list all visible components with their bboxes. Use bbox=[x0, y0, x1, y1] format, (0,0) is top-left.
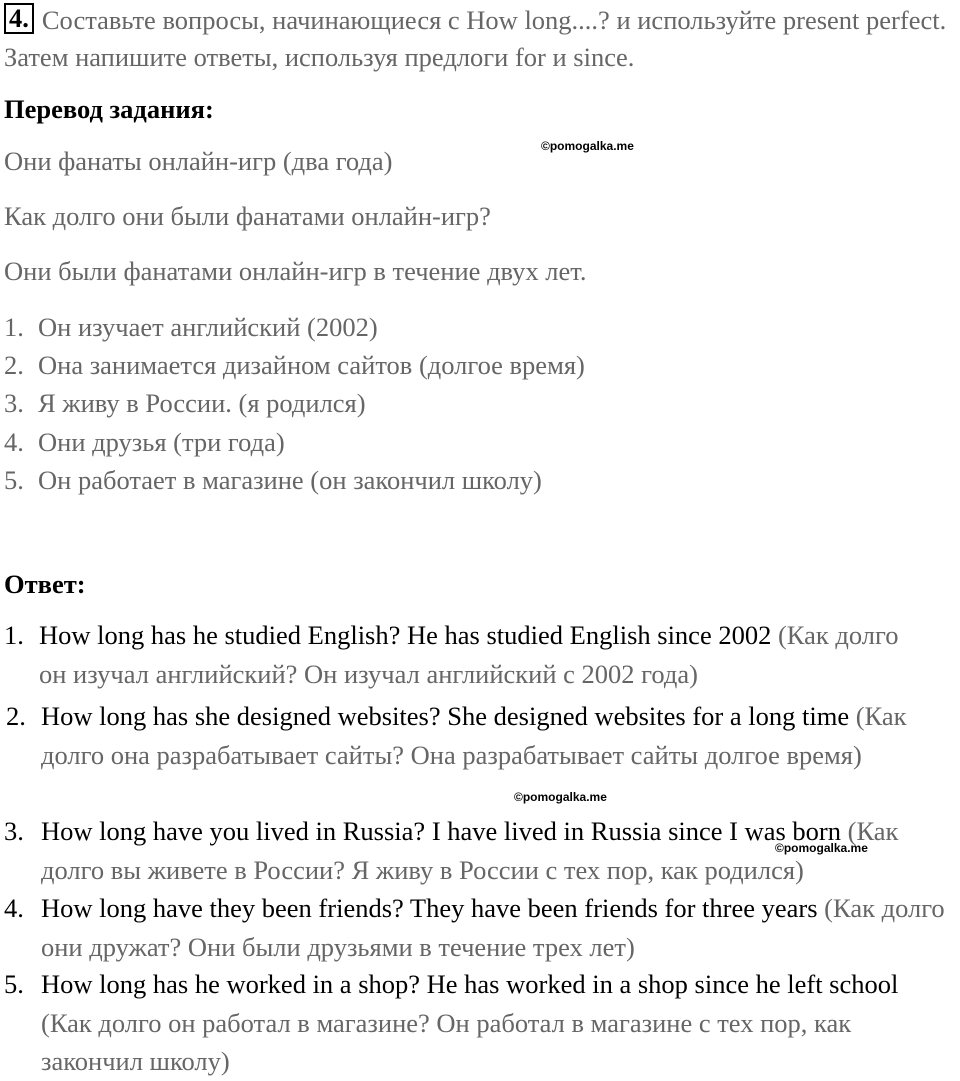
list-item bbox=[4, 423, 585, 461]
answer-item bbox=[6, 697, 936, 774]
answer-russian: (Как долго он изучал английский? Он изучал английский с 2002 года) bbox=[39, 620, 899, 689]
translation-heading: Перевод задания: bbox=[4, 94, 214, 124]
answer-english: How long has he studied English? He has studied English since 2002 bbox=[39, 620, 772, 650]
item-number: 4. bbox=[4, 426, 24, 457]
task-text: Составьте вопросы, начинающиеся с How long....? и используйте present perfect. Затем напишите ответы, используя предлоги for и since. bbox=[4, 5, 947, 72]
watermark: ©pomogalka.me bbox=[514, 790, 607, 804]
answer-russian: (Как долго она разрабатывает сайты? Она разрабатывает сайты долгое время) bbox=[41, 701, 907, 770]
answer-english: How long have they been friends? They have been friends for three years bbox=[41, 893, 818, 923]
answer-item bbox=[4, 965, 954, 1081]
list-item bbox=[4, 384, 585, 422]
task-statement bbox=[4, 2, 954, 76]
answer-russian: (Как долго вы живете в России? Я живу в России с тех пор, как родился) bbox=[41, 816, 899, 885]
translation-item-list bbox=[4, 308, 585, 499]
item-number: 1. bbox=[4, 312, 24, 342]
answer-number: 1. bbox=[4, 620, 24, 650]
answer-english: How long has he worked in a shop? He has worked in a shop since he left school bbox=[41, 969, 899, 999]
list-item bbox=[4, 461, 585, 499]
item-text: Он работает в магазине (он закончил школу) bbox=[38, 464, 542, 495]
watermark: ©pomogalka.me bbox=[775, 841, 868, 855]
answer-russian: (Как долго он работал в магазине? Он работал в магазине с тех пор, как закончил школу) bbox=[41, 1007, 852, 1076]
example-line: Они были фанатами онлайн-игр в течение двух лет. bbox=[4, 256, 587, 286]
example-line: Они фанаты онлайн-игр (два года) bbox=[4, 146, 393, 176]
answer-number: 3. bbox=[4, 816, 24, 846]
item-number: 3. bbox=[4, 388, 24, 419]
list-item bbox=[4, 346, 585, 384]
item-text: Она занимается дизайном сайтов (долгое время) bbox=[38, 350, 585, 381]
answer-english: How long have you lived in Russia? I have lived in Russia since I was born bbox=[41, 816, 842, 846]
answer-number: 2. bbox=[6, 701, 26, 731]
item-text: Я живу в России. (я родился) bbox=[38, 388, 366, 419]
item-text: Они друзья (три года) bbox=[38, 426, 285, 457]
answer-item bbox=[4, 616, 924, 693]
task-number: 4. bbox=[4, 3, 34, 34]
answer-russian: (Как долго они дружат? Они были друзьями в течение трех лет) bbox=[41, 893, 945, 962]
answer-number: 5. bbox=[4, 969, 24, 999]
example-line: Как долго они были фанатами онлайн-игр? bbox=[4, 201, 491, 231]
list-item bbox=[4, 308, 585, 346]
watermark: ©pomogalka.me bbox=[541, 139, 634, 153]
item-number: 2. bbox=[4, 350, 24, 381]
answer-number: 4. bbox=[4, 893, 24, 923]
answer-english: How long has she designed websites? She designed websites for a long time bbox=[41, 701, 850, 731]
answer-heading: Ответ: bbox=[4, 569, 86, 599]
item-number: 5. bbox=[4, 464, 24, 495]
item-text: Он изучает английский (2002) bbox=[38, 312, 378, 342]
answer-item bbox=[4, 889, 954, 966]
